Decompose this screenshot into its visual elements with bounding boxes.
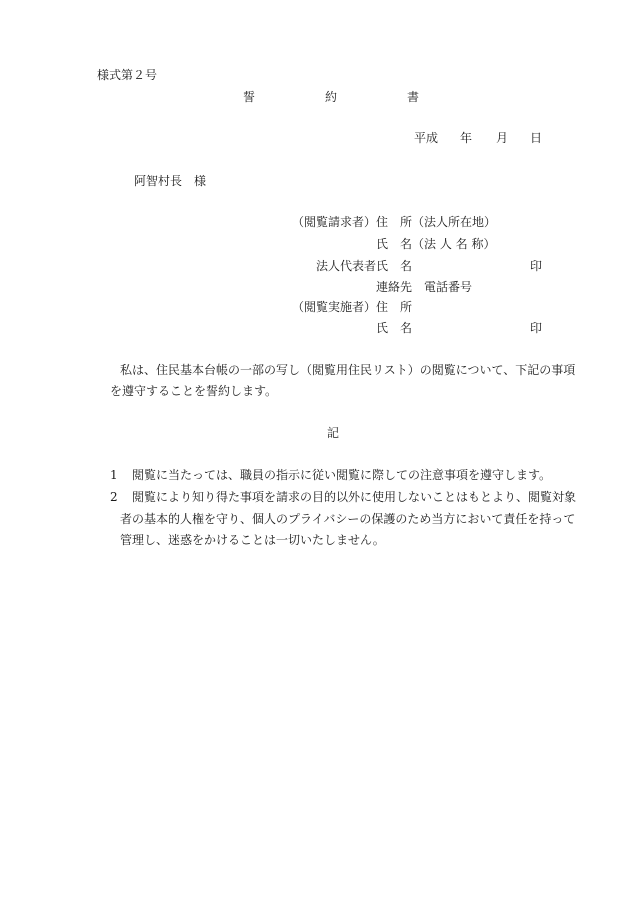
item-2-line-2: 者の基本的人権を守り、個人のプライバシーの保護のため当方において責任を持って [120, 512, 576, 526]
field-viewer-address: 住 所 [376, 300, 413, 314]
item-1-line-1: 閲覧に当たっては、職員の指示に従い閲覧に際しての注意事項を遵守します。 [132, 468, 552, 482]
addressee: 阿智村長 様 [134, 174, 207, 188]
date-year: 年 [460, 131, 473, 145]
seal-mark-1: 印 [530, 259, 543, 273]
title-char-1: 誓 [243, 90, 256, 104]
form-number: 様式第２号 [97, 68, 158, 82]
document-title [0, 89, 630, 105]
field-name-corp: 氏 名（法 人 名 称） [376, 237, 496, 251]
item-2-line-3: 管理し、迷惑をかけることは一切いたしません。 [120, 533, 385, 547]
date-month: 月 [496, 131, 509, 145]
field-rep-name: 氏 名 [376, 259, 413, 273]
item-1-number: 1 [110, 468, 118, 482]
date-day: 日 [530, 131, 543, 145]
title-char-2: 約 [325, 90, 338, 104]
field-phone: 連絡先 電話番号 [376, 280, 473, 294]
role-viewer: （閲覧実施者） [291, 300, 376, 314]
item-2-line-1: 閲覧により知り得た事項を請求の目的以外に使用しないことはもとより、閲覧対象 [132, 490, 577, 504]
item-2-number: 2 [110, 490, 118, 504]
date-era: 平成 [414, 131, 439, 145]
body-line-1: 私は、住民基本台帳の一部の写し（閲覧用住民リスト）の閲覧について、下記の事項 [120, 363, 576, 377]
role-requester: （閲覧請求者） [291, 215, 376, 229]
date-line [0, 130, 630, 146]
title-char-3: 書 [407, 90, 420, 104]
ki-heading: 記 [327, 426, 340, 440]
role-representative: 法人代表者 [315, 259, 376, 273]
field-address-corp: 住 所（法人所在地） [376, 215, 497, 229]
body-line-2: を遵守することを誓約します。 [110, 384, 278, 398]
field-viewer-name: 氏 名 [376, 321, 413, 335]
seal-mark-2: 印 [530, 321, 543, 335]
